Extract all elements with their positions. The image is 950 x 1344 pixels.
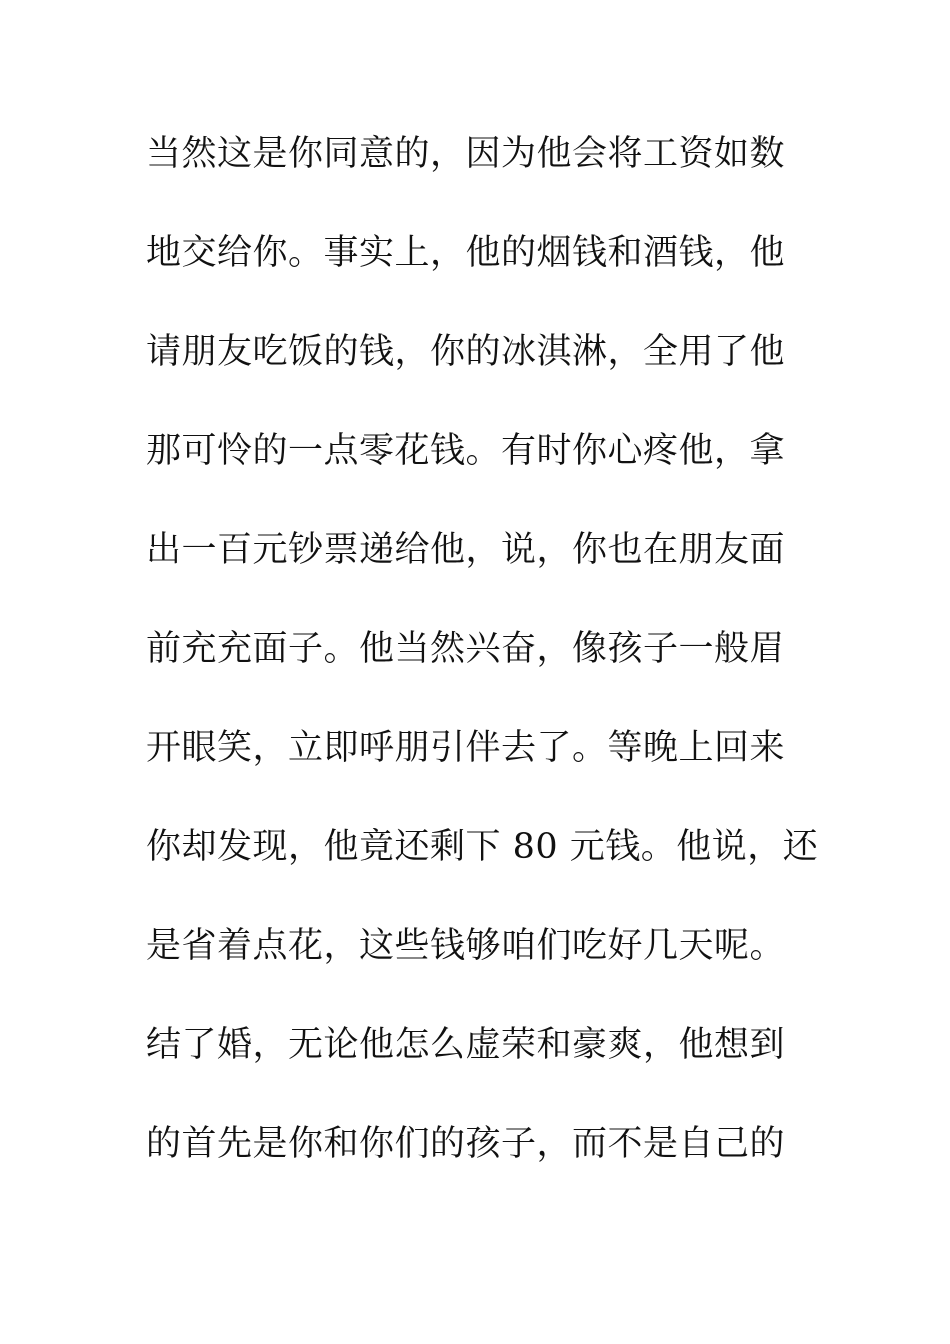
text-line-1: 当然这是你同意的，因为他会将工资如数 (146, 134, 786, 174)
text-line-2: 地交给你。事实上，他的烟钱和酒钱，他 (146, 233, 786, 273)
body-text (146, 121, 826, 1210)
text-line-9: 是省着点花，这些钱够咱们吃好几天呢。 (146, 926, 786, 966)
text-line-7: 开眼笑，立即呼朋引伴去了。等晚上回来 (146, 728, 786, 768)
text-line-5: 出一百元钞票递给他，说，你也在朋友面 (146, 530, 786, 570)
text-line-4: 那可怜的一点零花钱。有时你心疼他，拿 (146, 431, 786, 471)
text-line-6: 前充充面子。他当然兴奋，像孩子一般眉 (146, 629, 786, 669)
text-line-11: 的首先是你和你们的孩子，而不是自己的 (146, 1124, 786, 1164)
text-line-8: 你却发现，他竟还剩下 80 元钱。他说，还 (146, 827, 819, 867)
text-line-3: 请朋友吃饭的钱，你的冰淇淋，全用了他 (146, 332, 786, 372)
text-line-10: 结了婚，无论他怎么虚荣和豪爽，他想到 (146, 1025, 786, 1065)
